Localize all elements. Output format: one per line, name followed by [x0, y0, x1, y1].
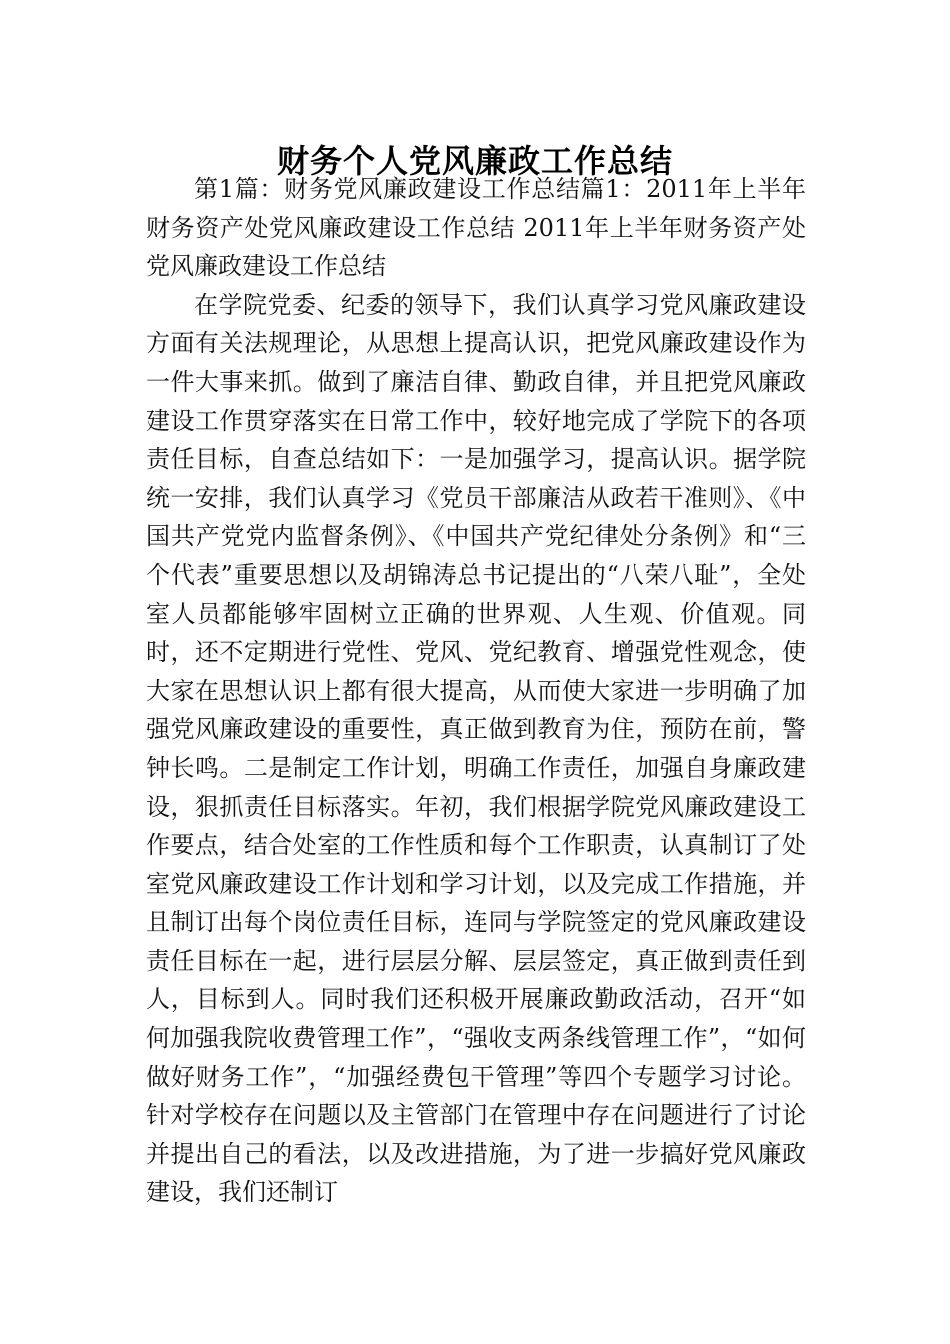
document-title: 财务个人党风廉政工作总结	[276, 142, 673, 181]
paragraph-main: 在学院党委、纪委的领导下，我们认真学习党风廉政建设方面有关法规理论，从思想上提高认识，把党风廉政建设作为一件大事来抓。做到了廉洁自律、勤政自律，并且把党风廉政建设工作贯穿落实在日常工作中，较好地完成了学院下的各项责任目标，自查总结如下：一是加强学习，提高认识。据学院统一安排，我们认真学习《党员干部廉洁从政若干准则》、《中国共产党党内监督条例》、《中国共产党纪律处分条例》和“三个代表”重要思想以及胡锦涛总书记提出的“八荣八耻”，全处室人员都能够牢固树立正确的世界观、人生观、价值观。同时，还不定期进行党性、党风、党纪教育、增强党性观念，使大家在思想认识上都有很大提高，从而使大家进一步明确了加强党风廉政建设的重要性，真正做到教育为住，预防在前，警钟长鸣。二是制定工作计划，明确工作责任，加强自身廉政建设，狠抓责任目标落实。年初，我们根据学院党风廉政建设工作要点，结合处室的工作性质和每个工作职责，认真制订了处室党风廉政建设工作计划和学习计划，以及完成工作措施，并且制订出每个岗位责任目标，连同与学院签定的党风廉政建设责任目标在一起，进行层层分解、层层签定，真正做到责任到人，目标到人。同时我们还积极开展廉政勤政活动，召开“如何加强我院收费管理工作”，“强收支两条线管理工作”，“如何做好财务工作”，“加强经费包干管理”等四个专题学习讨论。针对学校存在问题以及主管部门在管理中存在问题进行了讨论并提出自己的看法，以及改进措施，为了进一步搞好党风廉政建设，我们还制订	[146, 290, 806, 1207]
document-body	[146, 170, 806, 1212]
paragraph-intro: 第1篇：财务党风廉政建设工作总结篇1：2011年上半年财务资产处党风廉政建设工作总结 2011年上半年财务资产处党风廉政建设工作总结	[146, 175, 806, 281]
